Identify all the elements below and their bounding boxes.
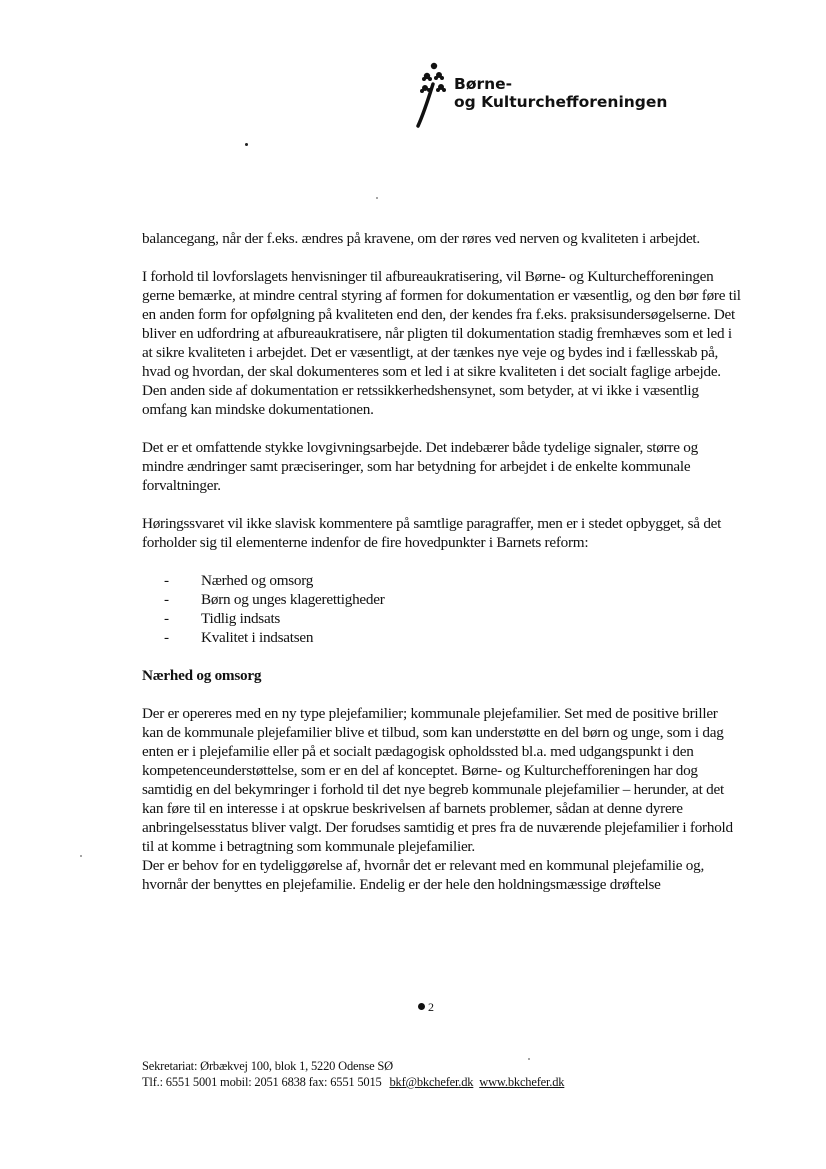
logo-line-2: og Kulturchefforeningen (454, 93, 668, 111)
document-body (142, 229, 742, 894)
bullet-marker: - (164, 591, 169, 608)
paragraph-afbureaukratisering: I forhold til lovforslagets henvisninger til afbureaukratisering, vil Børne- og Kulturchefforeningen gerne bemærke, at mindre central styring af formen for dokumentation er væsentlig, og den bør føre til en anden form for opfølgning på kvaliteten end den, der kendes fra f.eks. praksisundersøgelserne. Det bliver en udfordring at afbureaukratisere, når pligten til dokumentation stadig fremhæves som et led i at sikre kvaliteten i arbejdet. Det er væsentligt, at der tænkes nye veje og bydes ind i fællesskab på, hvad og hvordan, der skal dokumenteres som et led i at sikre kvaliteten i det socialt faglige arbejde. Den anden side af dokumentation er retssikkerhedshensynet, som betyder, at vi ikke i væsentlig omfang kan mindske dokumentationen. (142, 268, 741, 418)
scan-mark (245, 143, 248, 146)
reform-points-list (142, 571, 742, 647)
paragraph-kommunale-plejefamilier: Der er opereres med en ny type plejefamilier; kommunale plejefamilier. Set med de positive briller kan de kommunale plejefamilier blive et tilbud, som kan understøtte en del børn og unge, som i dag enten er i plejefamilie eller på et socialt pædagogisk opholdssted bl.a. med udgangspunkt i den kompetenceunderstøttelse, som er en del af konceptet. Børne- og Kulturchefforeningen har dog samtidig en del bekymringer i forhold til det nye begreb kommunale plejefamilier – herunder, at det kan føre til en interesse i at opskrue beskrivelsen af barnets problemer, sådan at denne dyrere anbringelsesstatus bliver valgt. Der forudses samtidig et pres fra de nuværende plejefamilier i forhold til at komme i betragtning som kommunale plejefamilier. (142, 705, 733, 855)
paragraph-tydeliggoerelse: Der er behov for en tydeliggørelse af, hvornår det er relevant med en kommunal plejefamilie og, hvornår der benyttes en plejefamilie. Endelig er der hele den holdningsmæssige drøftelse (142, 857, 705, 893)
bullet-dot-icon (418, 1003, 425, 1010)
scan-speck (376, 197, 378, 199)
list-item (164, 609, 742, 628)
list-item-text: Tidlig indsats (201, 610, 281, 627)
footer-phone-fax: Tlf.: 6551 5001 mobil: 2051 6838 fax: 6551 5015 (142, 1075, 382, 1089)
logo (414, 60, 674, 130)
email-link[interactable]: bkf@bkchefer.dk (389, 1075, 474, 1089)
list-item-text: Nærhed og omsorg (201, 572, 314, 589)
website-link[interactable]: www.bkchefer.dk (479, 1075, 565, 1089)
page-number-value: 2 (428, 1000, 434, 1014)
paragraph-balancegang: balancegang, når der f.eks. ændres på kravene, om der røres ved nerven og kvaliteten i arbejdet. (142, 230, 700, 247)
page-number (418, 1000, 434, 1014)
bullet-marker: - (164, 572, 169, 589)
list-item (164, 590, 742, 609)
flower-logo-icon (414, 60, 454, 130)
scan-speck (80, 855, 82, 857)
list-item (164, 571, 742, 590)
list-item-text: Kvalitet i indsatsen (201, 629, 314, 646)
logo-line-1: Børne- (454, 75, 513, 93)
bullet-marker: - (164, 629, 169, 646)
footer-contact (142, 1074, 564, 1090)
list-item (164, 628, 742, 647)
footer (142, 1058, 564, 1090)
organization-name (454, 75, 667, 111)
paragraph-lovgivningsarbejde: Det er et omfattende stykke lovgivningsarbejde. Det indebærer både tydelige signaler, større og mindre ændringer samt præciseringer, som har betydning for arbejdet i de enkelte kommunale forvaltninger. (142, 439, 698, 494)
list-item-text: Børn og unges klagerettigheder (201, 591, 385, 608)
paragraph-hoeringssvar: Høringssvaret vil ikke slavisk kommentere på samtlige paragraffer, men er i stedet opbygget, så det forholder sig til elementerne indenfor de fire hovedpunkter i Barnets reform: (142, 515, 722, 551)
section-heading: Nærhed og omsorg (142, 667, 262, 684)
footer-address: Sekretariat: Ørbækvej 100, blok 1, 5220 Odense SØ (142, 1059, 393, 1073)
bullet-marker: - (164, 610, 169, 627)
